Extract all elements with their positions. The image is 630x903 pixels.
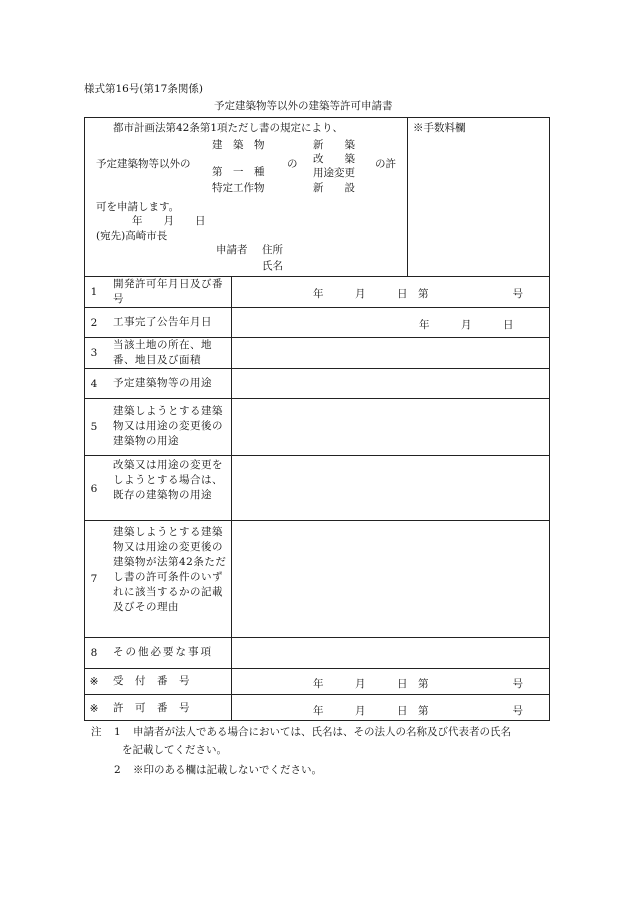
row-label: 工事完了公告年月日 [113,316,212,328]
row-divider [84,694,550,695]
note-1-number: 1 [114,726,121,738]
row-value[interactable]: 年 月 日 第 号 [313,678,523,690]
row-number: 7 [90,573,98,585]
note-2-number: 2 [114,764,121,776]
row-label: 受 付 番 号 [113,675,190,687]
row-number: 6 [90,483,98,495]
row-divider [84,455,550,456]
row-divider [84,668,550,669]
applicant-name-label: 氏名 [262,260,283,272]
row-number: ※ [89,676,99,688]
note-1-line-2: を記載してください。 [122,744,227,756]
row-value[interactable]: 年 月 日 第 号 [313,288,523,300]
applicant-label: 申請者 [216,244,248,256]
row-value[interactable]: 年 月 日 第 号 [313,705,523,717]
application-suffix: の許 [375,158,396,170]
row-label: 建築しようとする建築物又は用途の変更後の建築物が法第42条ただし書の許可条件のいずれに該当するかの記載及びその理由 [113,526,227,613]
fee-label: ※手数料欄 [413,122,466,134]
row-number: 2 [90,317,98,329]
application-intro: 都市計画法第42条第1項ただし書の規定により、 [113,122,344,134]
note-1-line-1: 申請者が法人である場合においては、氏名は、その法人の名称及び代表者の氏名 [133,726,511,738]
row-number: 5 [90,421,98,433]
fee-divider [407,117,408,276]
row-divider [84,368,550,369]
applicant-address-label: 住所 [262,244,283,256]
application-date: 年 月 日 [132,215,206,227]
particle-no: の [287,158,298,170]
row-label: 改築又は用途の変更をしようとする場合は、既存の建築物の用途 [113,459,223,501]
row-label: 建築しようとする建築物又は用途の変更後の建築物の用途 [113,405,223,447]
subject-option-class1: 第 一 種 [212,166,265,178]
addressee: (宛先)高崎市長 [96,230,168,242]
action-option-new-install: 新 設 [313,182,355,194]
row-divider [84,307,550,308]
form-number: 様式第16号(第17条関係) [84,83,203,95]
column-divider [231,276,232,721]
row-number: 1 [90,286,98,298]
action-option-new: 新 築 [313,139,355,151]
row-number: ※ [89,703,99,715]
row-number: 4 [90,378,98,390]
application-closing: 可を申請します。 [96,201,180,213]
row-number: 3 [90,347,98,359]
row-value[interactable]: 年 月 日 [419,319,514,331]
subject-option-structure: 特定工作物 [212,182,265,194]
action-option-use-change: 用途変更 [313,167,355,179]
row-label: 許 可 番 号 [113,702,190,714]
row-divider [84,398,550,399]
note-2-text: ※印のある欄は記載しないでください。 [133,764,322,776]
document-title: 予定建築物等以外の建築等許可申請書 [214,100,393,112]
row-divider [84,520,550,521]
application-subject: 予定建築物等以外の [96,158,191,170]
action-option-rebuild: 改 築 [313,153,355,165]
row-label: 当該土地の所在、地番、地目及び面積 [113,339,212,366]
row-label: その他必要な事項 [113,646,213,658]
row-label: 予定建築物等の用途 [113,377,212,389]
notes-prefix: 注 [91,726,102,738]
row-divider [84,637,550,638]
row-label: 開発許可年月日及び番号 [113,278,223,305]
row-number: 8 [90,647,98,659]
subject-option-building: 建 築 物 [212,139,265,151]
